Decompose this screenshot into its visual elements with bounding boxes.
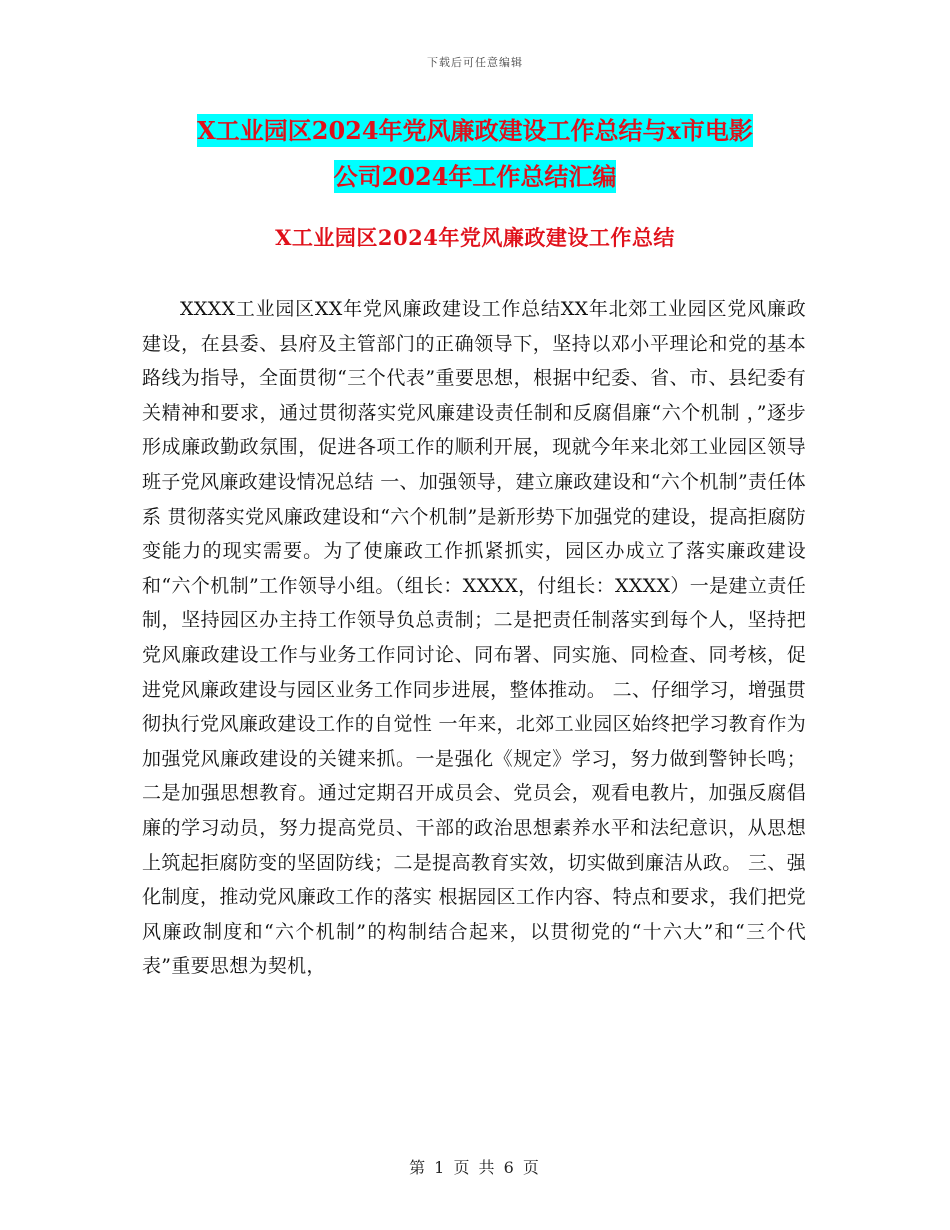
body-paragraph: XXXX工业园区XX年党风廉政建设工作总结XX年北郊工业园区党风廉政建设，在县委、县府及主管部门的正确领导下，坚持以邓小平理论和党的基本路线为指导，全面贯彻“三个代表”重要思想，根据中纪委、省、市、县纪委有关精神和要求，通过贯彻落实党风廉建设责任制和反腐倡廉“六个机制 ，”逐步形成廉政勤政氛围，促进各项工作的顺利开展，现就今年来北郊工业园区领导班子党风廉政建设情况总结 一、加强领导，建立廉政建设和“六个机制”责任体系 贯彻落实党风廉政建设和“六个机制”是新形势下加强党的建设，提高拒腐防变能力的现实需要。为了使廉政工作抓紧抓实，园区办成立了落实廉政建设和“六个机制”工作领导小组。（组长：XXXX，付组长：XXXX）一是建立责任制，坚持园区办主持工作领导负总责制；二是把责任制落实到每个人，坚持把党风廉政建设工作与业务工作同讨论、同布署、同实施、同检查、同考核，促进党风廉政建设与园区业务工作同步进展，整体推动。 二、仔细学习，增强贯彻执行党风廉政建设工作的自觉性 一年来，北郊工业园区始终把学习教育作为加强党风廉政建设的关键来抓。一是强化《规定》学习，努力做到警钟长鸣；二是加强思想教育。通过定期召开成员会、党员会，观看电教片，加强反腐倡廉的学习动员，努力提高党员、干部的政治思想素养水平和法纪意识，从思想上筑起拒腐防变的坚固防线；二是提高教育实效，切实做到廉洁从政。 三、强化制度，推动党风廉政工作的落实 根据园区工作内容、特点和要求，我们把党风廉政制度和“六个机制”的构制结合起来，以贯彻党的“十六大”和“三个代表”重要思想为契机， <box>142 298 806 978</box>
header-note: 下载后可任意编辑 <box>427 56 523 69</box>
document-title <box>140 108 810 200</box>
page-number: 第 1 页 共 6 页 <box>409 1158 541 1177</box>
section-title: X工业园区2024年党风廉政建设工作总结 <box>275 225 675 250</box>
document-title-line-2: 公司2024年工作总结汇编 <box>333 162 617 191</box>
document-title-line-1: X工业园区2024年党风廉政建设工作总结与x市电影 <box>197 116 753 145</box>
